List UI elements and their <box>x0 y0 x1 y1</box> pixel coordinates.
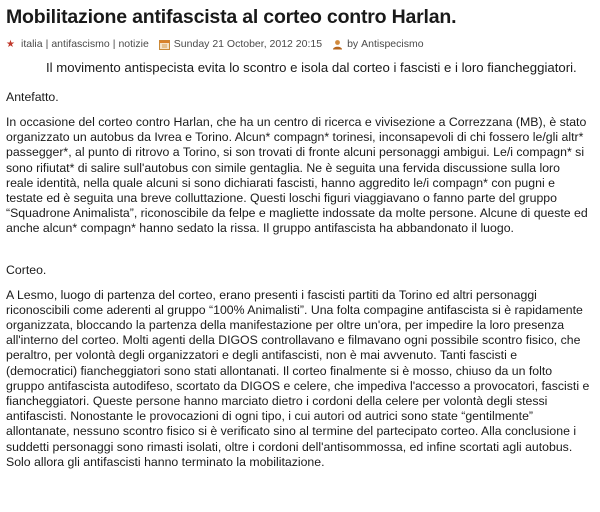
author-prefix: by <box>347 38 359 50</box>
category-separator: | <box>45 38 49 50</box>
author-link[interactable]: Antispecismo <box>361 38 424 50</box>
category-link-italia[interactable]: italia <box>21 38 43 50</box>
section-spacer <box>6 249 594 263</box>
category-separator: | <box>112 38 116 50</box>
article-title: Mobilitazione antifascista al corteo contro Harlan. <box>6 6 457 28</box>
date-group <box>159 38 322 50</box>
article-date: Sunday 21 October, 2012 20:15 <box>173 38 323 50</box>
star-icon: ★ <box>6 38 15 50</box>
section-text-antefatto: In occasione del corteo contro Harlan, che ha un centro di ricerca e vivisezione a Correzzana (MB), è stato organizzato un autobus da Ivrea e Torino. Alcun* compagn* torinesi, inconsapevoli di chi fossero le/gli altr* passegger*, al punto di ritrovo a Torino, si son trovati di fronte alcuni personaggi ambigui. Le/i compagn* si sono rifiutat* di salire sull'autobus con simile gentaglia. Ne è seguita una fervida discussione sulla loro reale identità, nella quale alcuni si sono dichiarati fascisti, hanno aggredito le/i compagn* con pugni e testate ed è seguita una breve colluttazione. Questi loschi figuri viaggiavano o fanno parte del gruppo “Squadrone Animalista”, riconoscibile da felpe e magliette indossate da molte persone. Alcune di queste ed anche alcun* compagn* hanno sedato la rissa. Il gruppo antifascista ha abbandonato il luogo. <box>6 115 588 236</box>
article-lede: Il movimento antispecista evita lo scontro e isola dal corteo i fascisti e i loro fiancheggiatori. <box>46 60 577 75</box>
article-meta <box>6 38 594 50</box>
category-link-notizie[interactable]: notizie <box>118 38 149 50</box>
category-group <box>6 38 149 50</box>
category-link-antifascismo[interactable]: antifascismo <box>51 38 110 50</box>
author-group <box>332 38 423 50</box>
calendar-icon <box>159 39 170 50</box>
section-heading-corteo: Corteo. <box>6 262 47 277</box>
user-icon <box>332 39 343 50</box>
section-text-corteo: A Lesmo, luogo di partenza del corteo, erano presenti i fascisti partiti da Torino ed altri personaggi riconoscibili come aderenti al gruppo “100% Animalisti”. Una folta compagine antifascista si è rapidamente organizzata, bloccando la partenza della manifestazione per oltre un'ora, per impedire la loro presenza all'interno del corteo. Molti agenti della DIGOS controllavano e filmavano ogni possibile scontro fisico, che peraltro, per volontà degli organizzatori e degli antifascisti, non è mai avvenuto. Tanti fascisti e (democratici) fiancheggiatori sono stati allontanati. Il corteo finalmente si è mosso, chiuso da un folto gruppo antifascista autodifeso, scortato da DIGOS e celere, che impediva l'accesso a provocatori, fascisti e fiancheggiatori. Queste persone hanno marciato dietro i cordoni della celere per volontà degli stessi antifascisti. Nonostante le provocazioni di ogni tipo, i cui autori od autrici sono state “gentilmente” allontanate, nessuno scontro fisico si è verificato sino al termine del partecipato corteo. Alla conclusione i suddetti personaggi sono rimasti isolati, oltre i cordoni dell'antisommossa, ed infine scortati agli autobus. Solo allora gli antifascisti hanno terminato la mobilitazione. <box>6 287 590 469</box>
section-heading-antefatto: Antefatto. <box>6 90 59 104</box>
